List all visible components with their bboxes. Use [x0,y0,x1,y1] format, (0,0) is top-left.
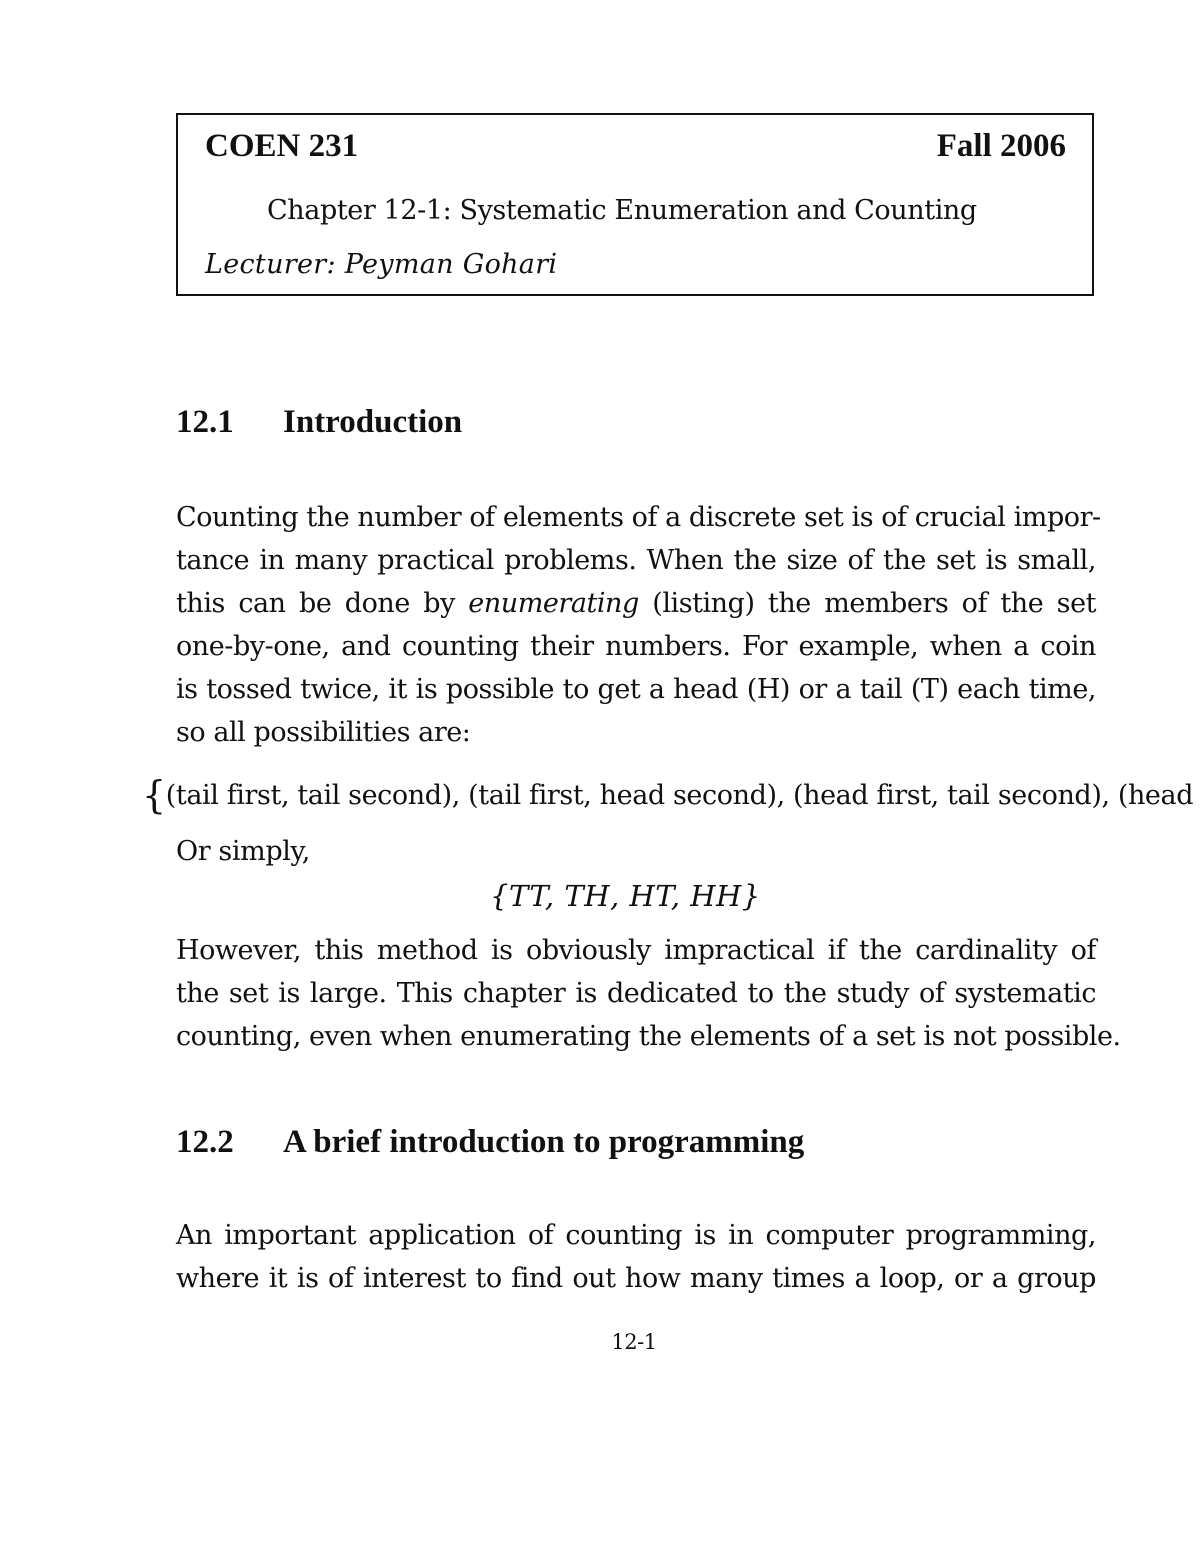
intro-paragraph-2 [176,929,1121,1058]
paragraph-line: one-by-one, and counting their numbers. For example, when a coin [176,631,1096,662]
paragraph-line: is tossed twice, it is possible to get a head (H) or a tail (T) each time, [176,674,1096,705]
course-term: Fall 2006 [936,128,1066,164]
intro-paragraph [176,496,1101,754]
simple-set-equation: {TT, TH, HT, HH} [490,879,761,913]
paragraph-line: An important application of counting is in computer programming, [176,1220,1096,1251]
section-heading-introduction [176,404,462,441]
outcome-set-text: (tail first, tail second), (tail first, head second), (head first, tail second), (head [165,780,1194,811]
paragraph-text: this can be done by [176,588,469,619]
section-number: 12.2 [176,1124,234,1160]
outcome-set-equation [142,773,1193,817]
paragraph-text: (listing) the members of the set [638,588,1096,619]
set-open-brace: { [142,773,166,817]
section-number: 12.1 [176,404,234,440]
section-heading-programming [176,1124,804,1161]
chapter-title: Chapter 12-1: Systematic Enumeration and Counting [267,195,977,226]
paragraph-line: so all possibilities are: [176,717,471,748]
paragraph-line: tance in many practical problems. When the size of the set is small, [176,545,1096,576]
emphasized-term: enumerating [468,588,639,619]
page-number: 12-1 [611,1330,657,1354]
paragraph-line: Counting the number of elements of a discrete set is of crucial impor- [176,502,1101,533]
paragraph-line: However, this method is obviously impractical if the cardinality of [176,935,1096,966]
paragraph-line: where it is of interest to find out how many times a loop, or a group [176,1263,1096,1294]
course-code: COEN 231 [205,128,359,164]
paragraph-line: counting, even when enumerating the elements of a set is not possible. [176,1021,1121,1052]
lecturer-name: Lecturer: Peyman Gohari [205,249,558,280]
section-title: Introduction [283,404,463,440]
section-title: A brief introduction to programming [283,1124,805,1160]
or-simply-text: Or simply, [176,836,310,867]
paragraph-line: the set is large. This chapter is dedicated to the study of systematic [176,978,1096,1009]
programming-paragraph [176,1214,1096,1300]
lecture-header-box [176,113,1094,296]
paragraph-line [176,582,1096,625]
